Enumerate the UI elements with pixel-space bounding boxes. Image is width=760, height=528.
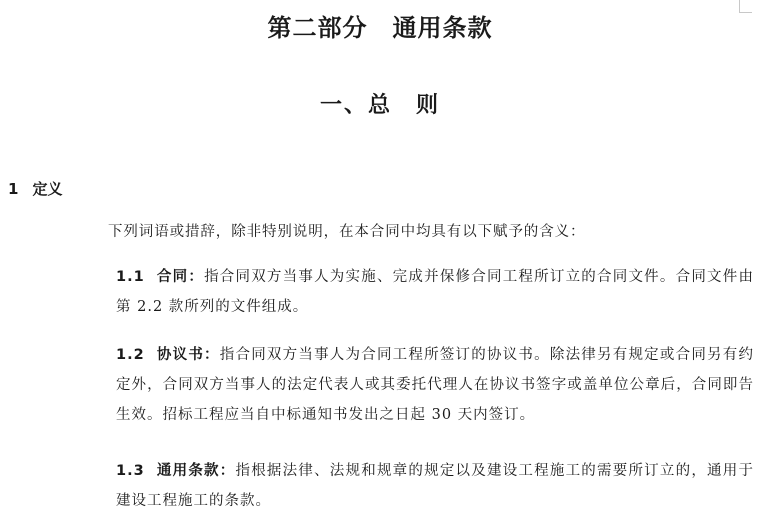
clause-heading — [8, 178, 62, 199]
item-text: 指合同双方当事人为实施、完成并保修合同工程所订立的合同文件。合同文件由第 2.2 款所列的文件组成。 — [116, 269, 754, 315]
intro-paragraph: 下列词语或措辞，除非特别说明，在本合同中均具有以下赋予的含义： — [108, 224, 586, 240]
item-number: 1.1 — [116, 269, 145, 285]
definition-item — [116, 262, 754, 322]
part-title: 第二部分 通用条款 — [267, 14, 493, 42]
item-term: 协议书： — [156, 347, 220, 363]
item-text: 指根据法律、法规和规章的规定以及建设工程施工的需要所订立的，通用于建设工程施工的条款。 — [116, 463, 754, 509]
item-number: 1.3 — [116, 463, 145, 479]
item-term: 通用条款： — [156, 463, 236, 479]
definition-item — [116, 456, 754, 516]
section-title: 一、总 则 — [319, 93, 440, 118]
item-number: 1.2 — [116, 347, 145, 363]
clause-title: 定义 — [32, 180, 63, 198]
clause-number: 1 — [8, 180, 19, 198]
definition-item — [116, 340, 754, 430]
item-text: 指合同双方当事人为合同工程所签订的协议书。除法律另有规定或合同另有约定外，合同双方当事人的法定代表人或其委托代理人在协议书签字或盖单位公章后，合同即告生效。招标工程应当自中标通知书发出之日起 30 天内签订。 — [116, 347, 754, 423]
item-term: 合同： — [156, 269, 205, 285]
